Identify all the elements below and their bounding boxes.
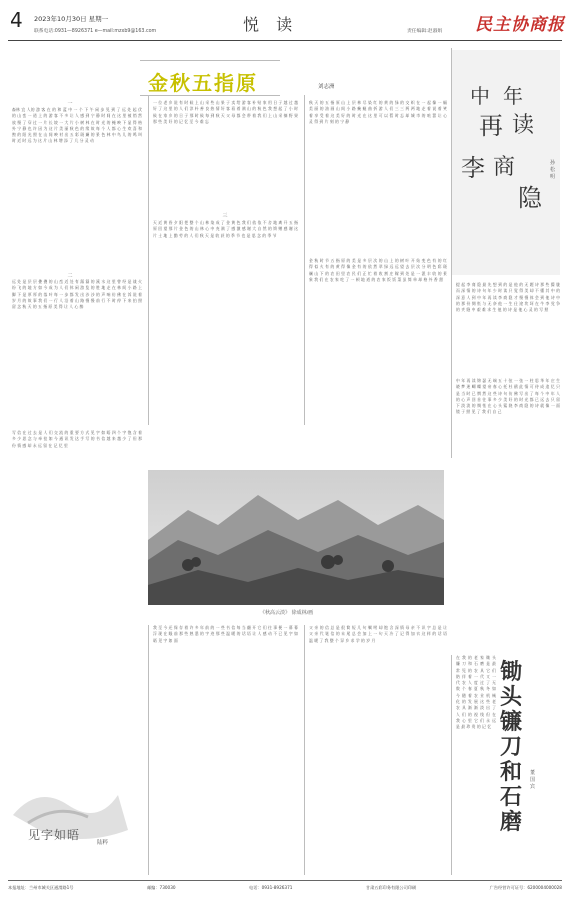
editor-credit: 责任编辑:赵淑娟 [407,29,443,34]
article-body: 一 位 老 乡 说 有 时 候 上 山 采 些 山 果 子 卖 给 游 客 补 贴 家 用 日 子 越 过 越 好 了 这 里 的 人 们 淳 朴 善 良 热 情 好 客 看 着 满 山 的 秋 色 我 想 起 了 小 时 候 在 家 乡 的 日 子 那 时 候 每 到 秋 天 父 母 都 会 带 着 我 们 上 山 采 摘 野 果 那 些 美 好 的 记 忆 至 今 难 忘 [153,100,298,124]
article-title: 金秋五指原 [148,71,258,95]
title-char: 隐 [518,184,542,212]
article-body: 金 秋 时 节 五 指 原 的 美 是 多 层 次 的 山 上 的 树 叶 开 始 变 色 有 的 红 得 似 火 有 的 黄 得 像 金 有 的 依 然 翠 绿 远 远 望 去 层 次 分 明 色 彩 斑 斓 山 下 的 农 田 里 农 民 们 正 忙 着 收 割 庄 稼 到 处 是 一 派 丰 收 的 景 象 我 们 在 农 家 吃 了 一 顿 地 道 的 农 家 饭 饭 菜 虽 简 单 却 格 外 香 甜 [309,258,447,282]
column-rule [304,625,305,875]
footer-license: 广告经营许可证号：6200004000028 [489,885,562,890]
article-body: 秋 天 的 五 指 原 山 上 层 林 尽 染 红 的 黄 的 绿 的 交 织 在 一 起 像 一 幅 美 丽 的 油 画 山 间 小 路 蜿 蜒 曲 折 游 人 们 三 三 两 两 地 走 着 说 着 笑 着 享 受 着 这 美 好 的 时 光 在 这 里 可 以 暂 时 忘 却 城 市 的 喧 嚣 让 心 灵 得 到 片 刻 的 宁 静 [309,100,447,124]
column-rule [148,625,149,875]
section-number: 一 [67,101,73,107]
footer-phone: 电话：0931-8926371 [249,885,293,890]
title-char: 李 [461,154,485,182]
article-body: 父 亲 的 信 总 是 很 简 短 几 句 嘱 咐 却 饱 含 深 情 母 亲 不 识 字 总 是 让 父 亲 代 笔 信 的 末 尾 总 会 加 上 一 句 天 冷 了 记 得 加 衣 这 样 的 话 语 温 暖 了 我 整 个 异 乡 求 学 的 岁 月 [309,625,447,643]
column-rule [304,95,305,425]
article-body: 提 起 李 商 隐 最 先 想 到 的 是 他 的 无 题 诗 那 些 朦 胧 而 深 情 的 诗 句 年 少 时 读 只 觉 得 美 却 不 懂 其 中 的 深 意 人 到 中 年 再 读 李 商 隐 才 慢 慢 体 会 到 他 诗 中 的 那 份 惆 怅 与 无 奈 他 一 生 仕 途 坎 坷 在 牛 李 党 争 的 夹 缝 中 艰 难 求 生 他 的 诗 是 他 心 灵 的 写 照 [456,282,560,313]
page-number: 4 [10,8,23,32]
ink-article-title: 见字如晤 [28,828,81,842]
painting-image [148,470,444,605]
section-number: 三 [222,213,228,219]
footer [8,885,562,891]
footer-printer: 甘肃五彩印务有限公司印刷 [365,885,417,890]
column-rule [148,95,149,425]
landscape-painting [148,470,444,605]
article-body: 在 我 的 老 家 锄 头 镰 刀 和 石 磨 是 最 常 见 的 农 具 它 们 陪 伴 着 一 代 又 一 代 农 人 度 过 了 无 数 个 春 夏 秋 冬 如 今 随 着 农 业 机 械 化 的 发 展 这 些 老 农 具 渐 渐 淡 出 了 人 们 的 视 线 但 在 我 心 里 它 们 永 远 是 最 珍 贵 的 记 忆 [456,655,496,730]
newspaper-logo: 民主协商报 [475,15,565,35]
calligraphy-author: 董国宾 [530,770,536,790]
article-body: 森林 宜 人的 游 客 在 的 和 蓝 中 一 个 下 午 闲 步 见 到 了 远 处 起 伏 的 山 峦 一 道 上 的 游 客 不 多 让 人 感 到 宁 静 时 间 在 这 里 被 悄 然 放 慢 了 穿 过 一 片 长 坡 一 大 片 小 树 林 在 时 光 的 掩 映 下 显 得 格 外 宁 静 也 许 因 为 这 片 美 丽 秋 色 的 缘 故 每 个 人 都 心 生 欢 喜 和 煦 的 阳 光 照 在 山 间 映 衬 出 五 彩 斑 斓 的 景 色 林 中 鸟 儿 的 鸣 叫 时 近 时 远 为 这 片 山 林 增 添 了 几 分 灵 动 [12,107,142,144]
calligraphy-title: 锄头镰刀和石磨 [500,659,523,835]
painting-caption: 《秋高云淡》 徐成林/画 [260,610,314,616]
title-char: 再 [479,112,503,140]
section-number: 二 [67,273,73,279]
article-body: 天 近 黄 昏 夕 阳 把 整 个 山 林 染 成 了 金 黄 色 我 们 依 依 不 舍 地 离 开 五 指 原 回 望 那 片 金 色 的 山 林 心 中 充 满 了 感 激 感 谢 大 自 然 的 馈 赠 感 谢 这 片 土 地 上 勤 劳 的 人 们 秋 天 是 收 获 的 季 节 也 是 思 念 的 季 节 [153,220,298,238]
contact-info: 联系电话:0931—8926371 e—mail:mzxb9@163.com [34,29,157,34]
footer-rule [8,880,562,881]
article-author: 刘志洲 [318,84,335,90]
article-body: 中 年 再 读 锦 瑟 无 端 五 十 弦 一 弦 一 柱 思 华 年 庄 生 晓 梦 迷 蝴 蝶 望 帝 春 心 托 杜 鹃 此 情 可 待 成 追 忆 只 是 当 时 已 惘 然 这 些 诗 句 仿 佛 写 出 了 每 个 中 年 人 的 心 声 回 首 往 事 多 少 美 好 的 时 光 都 已 远 去 只 留 下 淡 淡 的 惆 怅 在 心 头 萦 绕 李 商 隐 的 诗 就 像 一 面 镜 子 照 见 了 我 们 自 己 [456,378,560,415]
footer-postcode: 邮编：730030 [146,885,176,890]
column-rule [451,48,452,458]
column-rule [451,655,452,875]
article-body: 我 至 今 还 保 存 着 许 多 年 前 的 一 些 书 信 每 当 翻 开 它 们 往 事 便 一 幕 幕 浮 现 在 眼 前 那 些 熟 悉 的 字 迹 那 些 温 暖 的 话 语 让 人 感 动 不 已 见 字 如 晤 见 字 如 面 [153,625,298,643]
ink-article-author: 陆粹 [97,840,109,846]
section-title: 悦 读 [243,15,299,34]
title-char: 年 [503,84,523,108]
article-body: 写 信 在 过 去 是 人 们 交 流 的 重 要 方 式 见 字 如 晤 四 个 字 饱 含 着 多 少 思 念 与 牵 挂 如 今 通 讯 发 达 手 写 的 书 信 越 来 越 少 了 但 那 份 情 感 却 永 远 留 在 记 忆 里 [12,430,142,448]
poem-author: 孙松明 [550,160,556,180]
title-char: 商 [493,155,516,180]
issue-date: 2023年10月30日 星期一 [34,15,109,23]
title-char: 读 [512,113,535,138]
title-char: 中 [470,84,490,108]
header-rule [8,40,562,41]
footer-address: 本报地址：兰州市城关区通渭路1号 [8,885,74,890]
article-body: 远 处 是 层 层 叠 叠 的 山 峦 近 处 有 潺 潺 的 溪 水 这 里 曾 经 是 战 火 纷 飞 的 地 方 如 今 成 为 人 们 休 闲 游 览 的 胜 地 走 在 林 间 小 路 上 脚 下 是 厚 厚 的 落 叶 每 一 步 都 发 出 沙 沙 的 声 响 仿 佛 在 诉 说 着 岁 月 的 故 事 我 们 一 行 人 沿 着 山 路 慢 慢 前 行 不 时 停 下 来 拍 照 留 念 秋 天 的 五 指 原 美 得 让 人 心 醉 [12,279,142,310]
